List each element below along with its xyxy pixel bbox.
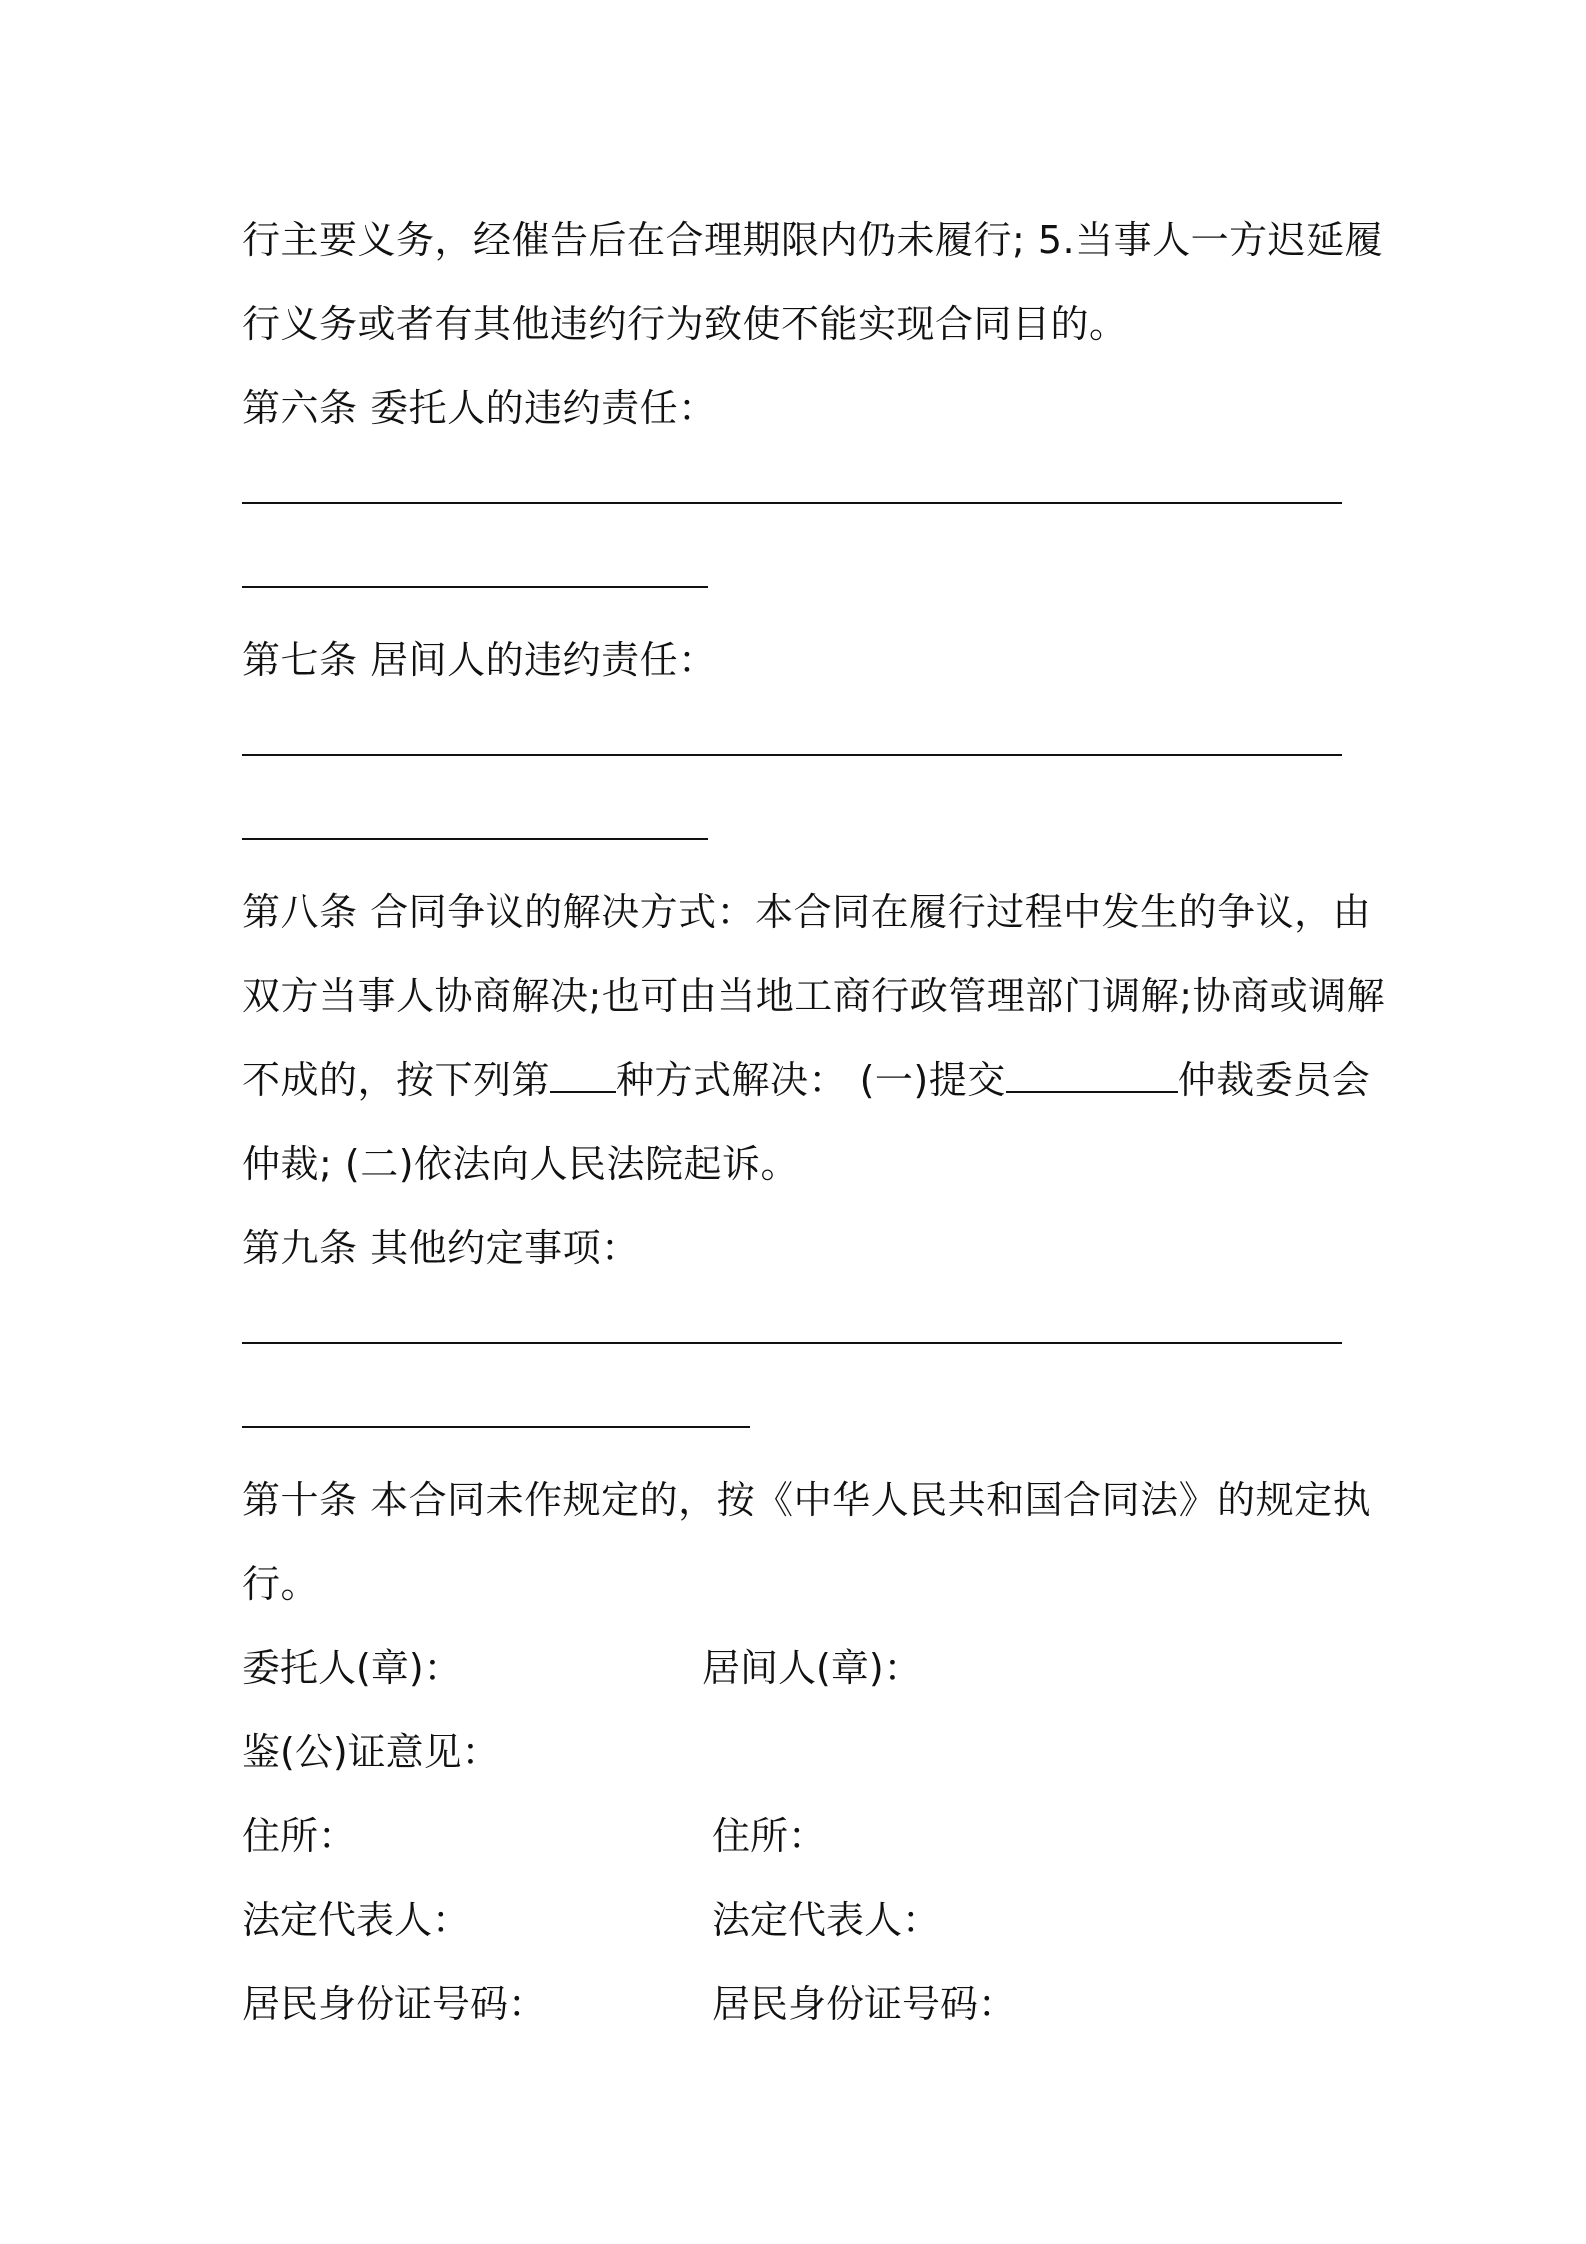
arbitration-commission-blank[interactable] xyxy=(1006,1057,1178,1093)
legal-rep-label-right: 法定代表人： xyxy=(712,1898,941,1942)
article-10-line: 行。 xyxy=(242,1562,320,1606)
id-label-left: 居民身份证号码： xyxy=(242,1982,547,2026)
fill-in-line[interactable] xyxy=(242,702,1352,786)
article-8-line: 仲裁; (二)依法向人民法院起诉。 xyxy=(242,1142,800,1186)
id-label-right: 居民身份证号码： xyxy=(712,1982,1017,2026)
seal-row xyxy=(242,1626,1352,1710)
article-8-line xyxy=(242,1038,1371,1122)
article-8-line: 双方当事人协商解决;也可由当地工商行政管理部门调解;协商或调解 xyxy=(242,974,1386,1018)
paragraph-line: 行主要义务，经催告后在合理期限内仍未履行; 5.当事人一方迟延履 xyxy=(242,218,1384,262)
text-span: 种方式解决： (一)提交 xyxy=(616,1058,1006,1102)
text-span: 不成的，按下列第 xyxy=(242,1058,551,1102)
fill-in-line[interactable] xyxy=(242,1290,1352,1374)
address-row xyxy=(242,1794,1352,1878)
article-10-line: 第十条 本合同未作规定的，按《中华人民共和国合同法》的规定执 xyxy=(242,1478,1372,1522)
article-8-line: 第八条 合同争议的解决方式：本合同在履行过程中发生的争议，由 xyxy=(242,890,1372,934)
address-label-right: 住所： xyxy=(712,1814,827,1858)
address-label-left: 住所： xyxy=(242,1814,357,1858)
paragraph-line: 行义务或者有其他违约行为致使不能实现合同目的。 xyxy=(242,302,1128,346)
fill-in-line[interactable] xyxy=(242,534,1352,618)
article-7-heading: 第七条 居间人的违约责任： xyxy=(242,638,717,682)
legal-rep-label-left: 法定代表人： xyxy=(242,1898,471,1942)
contract-body xyxy=(242,198,1386,2046)
principal-seal-label: 委托人(章)： xyxy=(242,1646,462,1690)
fill-in-line[interactable] xyxy=(242,786,1352,870)
notary-opinion-label: 鉴(公)证意见： xyxy=(242,1730,500,1774)
method-number-blank[interactable] xyxy=(550,1057,616,1093)
id-row xyxy=(242,1962,1352,2046)
fill-in-line[interactable] xyxy=(242,1374,1352,1458)
fill-in-line[interactable] xyxy=(242,450,1352,534)
notary-row xyxy=(242,1710,1352,1794)
article-6-heading: 第六条 委托人的违约责任： xyxy=(242,386,717,430)
intermediary-seal-label: 居间人(章)： xyxy=(702,1646,922,1690)
article-9-heading: 第九条 其他约定事项： xyxy=(242,1226,640,1270)
legal-rep-row xyxy=(242,1878,1352,1962)
text-span: 仲裁委员会 xyxy=(1177,1058,1371,1102)
